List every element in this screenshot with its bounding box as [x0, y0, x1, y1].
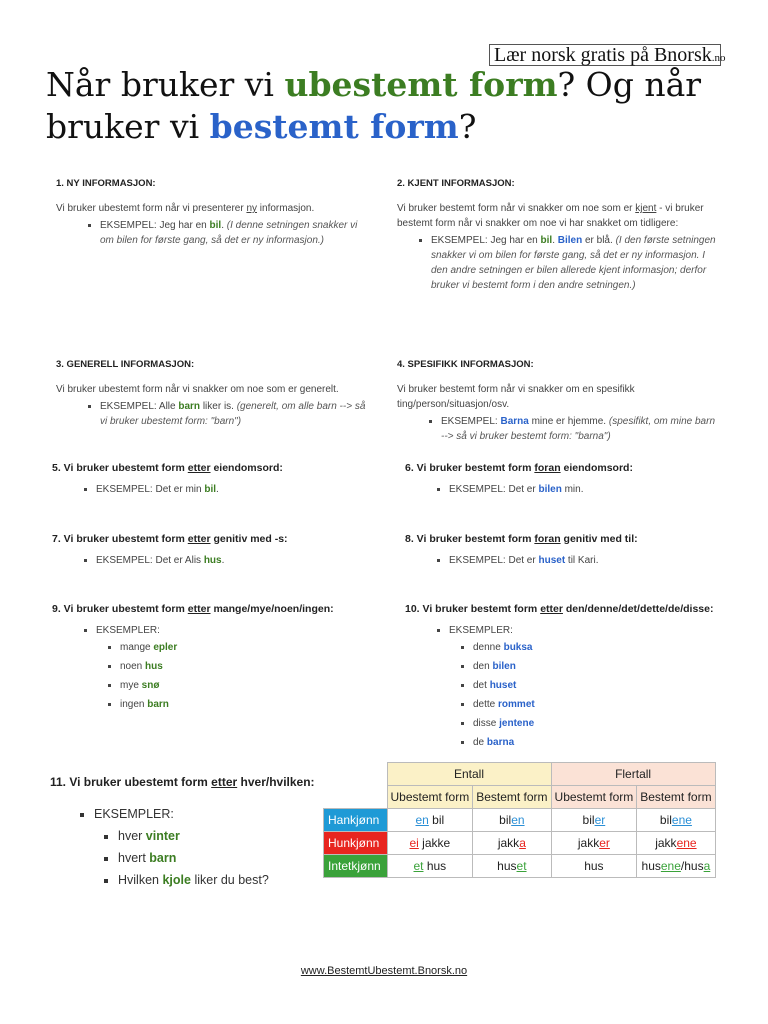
- example-subitem: ▪ hvert barn: [118, 847, 325, 869]
- example-list: [52, 482, 382, 497]
- example-list: [405, 553, 735, 568]
- section-heading: 9. Vi bruker ubestemt form etter mange/mye/noen/ingen:: [52, 603, 334, 615]
- column-header: Bestemt form: [473, 786, 551, 809]
- title-text: Når bruker vi: [46, 65, 285, 104]
- section-generell-informasjon: [56, 357, 366, 429]
- example-subitem: ▪ noen hus: [120, 657, 392, 676]
- example-list: [397, 233, 717, 293]
- example-subitem: ▪ mye snø: [120, 676, 392, 695]
- table-header-row: [324, 786, 716, 809]
- example-subitem: ▪ de barna: [473, 733, 750, 752]
- example-item: ▪ EKSEMPLER: ▪ mange epler ▪ noen hus ▪ mye snø ▪ ingen barn: [96, 623, 392, 714]
- section-description: Vi bruker bestemt form når vi snakker om en spesifikk ting/person/situasjon/osv.: [397, 384, 635, 410]
- section-heading: 4. SPESIFIKK INFORMASJON:: [397, 359, 534, 370]
- row-label-hankjonn: Hankjønn: [324, 809, 388, 832]
- table-cell: biler: [551, 809, 637, 832]
- column-header: Bestemt form: [637, 786, 715, 809]
- table-cell: en bil: [387, 809, 473, 832]
- section-heading: 6. Vi bruker bestemt form foran eiendomsord:: [405, 462, 633, 474]
- table-cell: husene/husa: [637, 855, 715, 878]
- section-11: [50, 772, 325, 891]
- example-list: [397, 414, 717, 444]
- table-cell: ei jakke: [387, 832, 473, 855]
- example-list: [405, 482, 735, 497]
- example-item: ▪ EKSEMPEL: Det er Alis hus.: [96, 553, 382, 568]
- column-group-flertall: Flertall: [551, 763, 715, 786]
- example-item: ▪ EKSEMPEL: Barna mine er hjemme. (spesifikt, om mine barn --> så vi bruker bestemt form: "barna"): [441, 414, 717, 444]
- column-header: Ubestemt form: [551, 786, 637, 809]
- section-heading: 5. Vi bruker ubestemt form etter eiendomsord:: [52, 462, 283, 474]
- table-cell: jakker: [551, 832, 637, 855]
- footer-link[interactable]: www.BestemtUbestemt.Bnorsk.no: [300, 965, 468, 977]
- section-10: [405, 602, 750, 752]
- column-header: Ubestemt form: [387, 786, 473, 809]
- table-blank-cell: [324, 763, 388, 786]
- example-item: ▪ EKSEMPEL: Jeg har en bil. Bilen er blå. (I den første setningen snakker vi om bilen for første gang, så det er ny informasjon. I den andre setningen er bilen allerede kjent informasjon; derfor bruker vi bestemt form i den andre setningen.): [431, 233, 717, 293]
- example-list: [405, 623, 750, 752]
- example-item: ▪ EKSEMPLER: ▪ denne buksa ▪ den bilen ▪ det huset ▪ dette rommet ▪ disse jentene ▪ de barna: [449, 623, 750, 752]
- table-row: [324, 832, 716, 855]
- title-text: bruker vi: [46, 107, 210, 146]
- section-heading: 7. Vi bruker ubestemt form etter genitiv med -s:: [52, 533, 288, 545]
- brand-text: Lær norsk gratis på Bnorsk: [494, 44, 712, 66]
- section-8: [405, 532, 735, 568]
- section-description: Vi bruker ubestemt form når vi snakker om noe som er generelt.: [56, 384, 339, 395]
- example-subitem: ▪ mange epler: [120, 638, 392, 657]
- column-group-entall: Entall: [387, 763, 551, 786]
- table-cell: jakka: [473, 832, 551, 855]
- example-subitem: ▪ Hvilken kjole liker du best?: [118, 869, 325, 891]
- example-sublist: [449, 638, 750, 752]
- example-subitem: ▪ hver vinter: [118, 825, 325, 847]
- example-item: ▪ EKSEMPLER: ▪ hver vinter ▪ hvert barn ▪ Hvilken kjole liker du best?: [94, 803, 325, 891]
- section-description: Vi bruker ubestemt form når vi presenterer ny informasjon.: [56, 203, 315, 214]
- section-7: [52, 532, 382, 568]
- section-heading: 10. Vi bruker bestemt form etter den/denne/det/dette/de/disse:: [405, 603, 714, 615]
- table-cell: jakkene: [637, 832, 715, 855]
- section-heading: 1. NY INFORMASJON:: [56, 178, 156, 189]
- title-text: ?: [458, 107, 477, 146]
- example-list: [50, 803, 325, 891]
- section-ny-informasjon: [56, 176, 366, 248]
- example-item: ▪ EKSEMPEL: Jeg har en bil. (I denne setningen snakker vi om bilen for første gang, så det er ny informasjon.): [100, 218, 366, 248]
- example-subitem: ▪ det huset: [473, 676, 750, 695]
- table-row: [324, 809, 716, 832]
- page-title: [46, 64, 746, 148]
- table-cell: bilene: [637, 809, 715, 832]
- row-label-intetkjonn: Intetkjønn: [324, 855, 388, 878]
- example-item: ▪ EKSEMPEL: Det er bilen min.: [449, 482, 735, 497]
- example-list: [56, 399, 366, 429]
- section-heading: 8. Vi bruker bestemt form foran genitiv med til:: [405, 533, 638, 545]
- table-cell: bilen: [473, 809, 551, 832]
- section-heading: 3. GENERELL INFORMASJON:: [56, 359, 195, 370]
- example-item: ▪ EKSEMPEL: Det er min bil.: [96, 482, 382, 497]
- title-bestemt: bestemt form: [209, 107, 459, 146]
- example-subitem: ▪ ingen barn: [120, 695, 392, 714]
- table-cell: et hus: [387, 855, 473, 878]
- table-cell: hus: [551, 855, 637, 878]
- section-6: [405, 461, 735, 497]
- section-5: [52, 461, 382, 497]
- noun-forms-table: [323, 762, 716, 878]
- example-subitem: ▪ denne buksa: [473, 638, 750, 657]
- example-subitem: ▪ dette rommet: [473, 695, 750, 714]
- example-subitem: ▪ den bilen: [473, 657, 750, 676]
- section-heading: 2. KJENT INFORMASJON:: [397, 178, 515, 189]
- section-heading: 11. Vi bruker ubestemt form etter hver/hvilken:: [50, 775, 315, 789]
- section-kjent-informasjon: [397, 176, 717, 293]
- table-cell: huset: [473, 855, 551, 878]
- section-spesifikk-informasjon: [397, 357, 717, 444]
- brand-tld: .no: [711, 52, 726, 64]
- title-text: ? Og når: [557, 65, 702, 104]
- section-description: Vi bruker bestemt form når vi snakker om noe som er kjent - vi bruker bestemt form når vi snakker om noe vi har snakket om tidligere:: [397, 203, 704, 229]
- example-item: ▪ EKSEMPEL: Alle barn liker is. (generelt, om alle barn --> så vi bruker ubestemt form: "barn"): [100, 399, 366, 429]
- row-label-hunkjonn: Hunkjønn: [324, 832, 388, 855]
- brand-logo: [489, 44, 726, 66]
- example-sublist: [94, 825, 325, 891]
- example-item: ▪ EKSEMPEL: Det er huset til Kari.: [449, 553, 735, 568]
- example-list: [52, 623, 392, 714]
- example-list: [52, 553, 382, 568]
- section-9: [52, 602, 392, 714]
- example-sublist: [96, 638, 392, 714]
- table-group-header-row: [324, 763, 716, 786]
- example-list: [56, 218, 366, 248]
- example-subitem: ▪ disse jentene: [473, 714, 750, 733]
- table-blank-cell: [324, 786, 388, 809]
- title-ubestemt: ubestemt form: [284, 65, 558, 104]
- table-row: [324, 855, 716, 878]
